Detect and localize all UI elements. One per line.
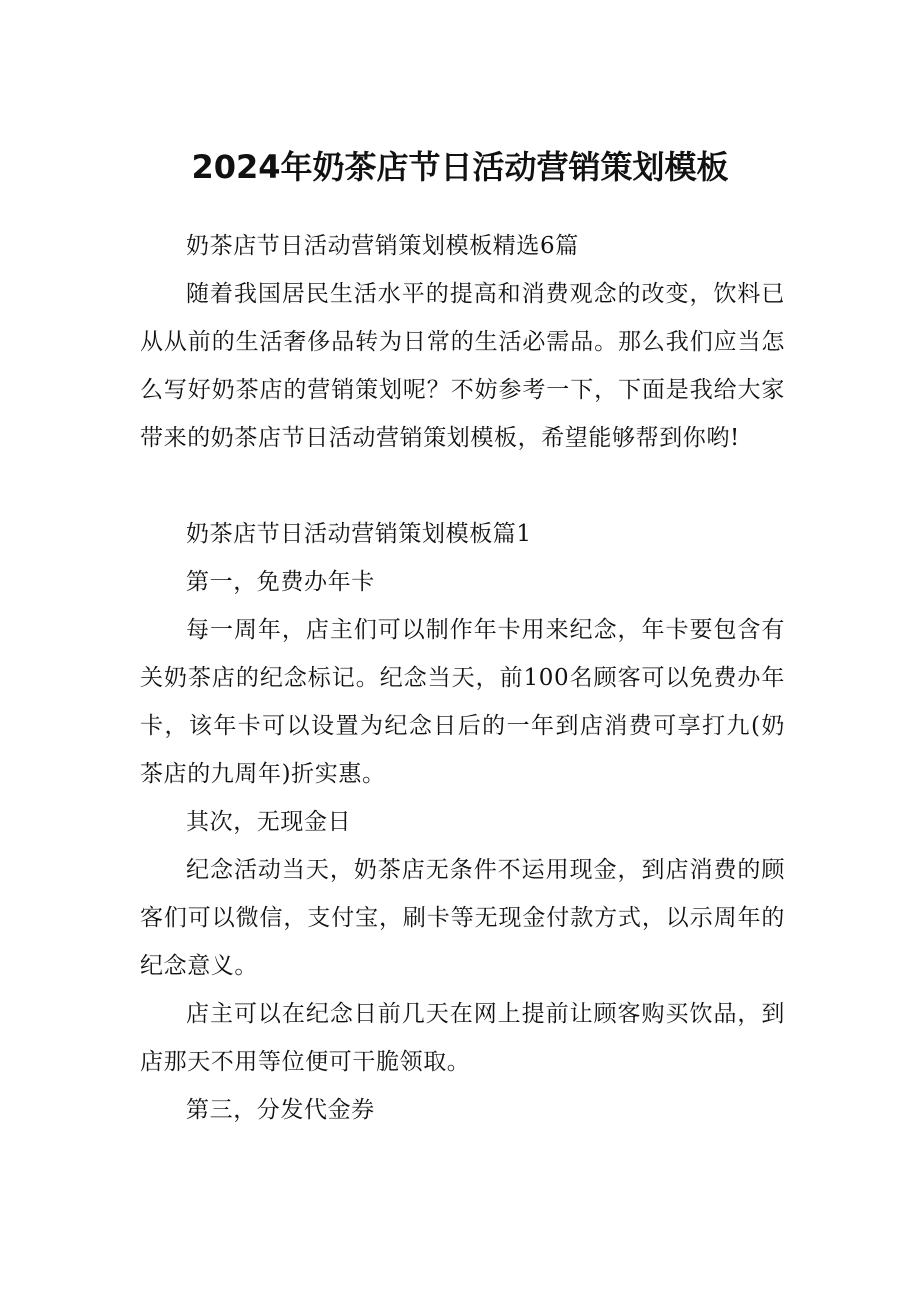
document-title: 2024年奶茶店节日活动营销策划模板 (191, 148, 729, 186)
item-heading-second: 其次，无现金日 (186, 809, 352, 835)
paragraph-annual-card: 每一周年，店主们可以制作年卡用来纪念，年卡要包含有关奶茶店的纪念标记。纪念当天，前100名顾客可以免费办年卡，该年卡可以设置为纪念日后的一年到店消费可享打九(奶茶店的九周年)折实惠。 (140, 617, 785, 787)
paragraph-cashless-day: 纪念活动当天，奶茶店无条件不运用现金，到店消费的顾客们可以微信，支付宝，刷卡等无现金付款方式，以示周年的纪念意义。 (140, 857, 785, 979)
item-heading-first: 第一，免费办年卡 (186, 569, 375, 595)
paragraph-preorder: 店主可以在纪念日前几天在网上提前让顾客购买饮品，到店那天不用等位便可干脆领取。 (140, 1001, 785, 1075)
paragraph-gap (140, 462, 785, 510)
intro-paragraph: 随着我国居民生活水平的提高和消费观念的改变，饮料已从从前的生活奢侈品转为日常的生活必需品。那么我们应当怎么写好奶茶店的营销策划呢？不妨参考一下，下面是我给大家带来的奶茶店节日活动营销策划模板，希望能够帮到你哟! (140, 281, 785, 451)
document-body (140, 222, 785, 1134)
section-heading: 奶茶店节日活动营销策划模板篇1 (186, 521, 532, 547)
item-heading-third: 第三，分发代金券 (186, 1097, 375, 1123)
intro-subtitle: 奶茶店节日活动营销策划模板精选6篇 (186, 233, 579, 259)
